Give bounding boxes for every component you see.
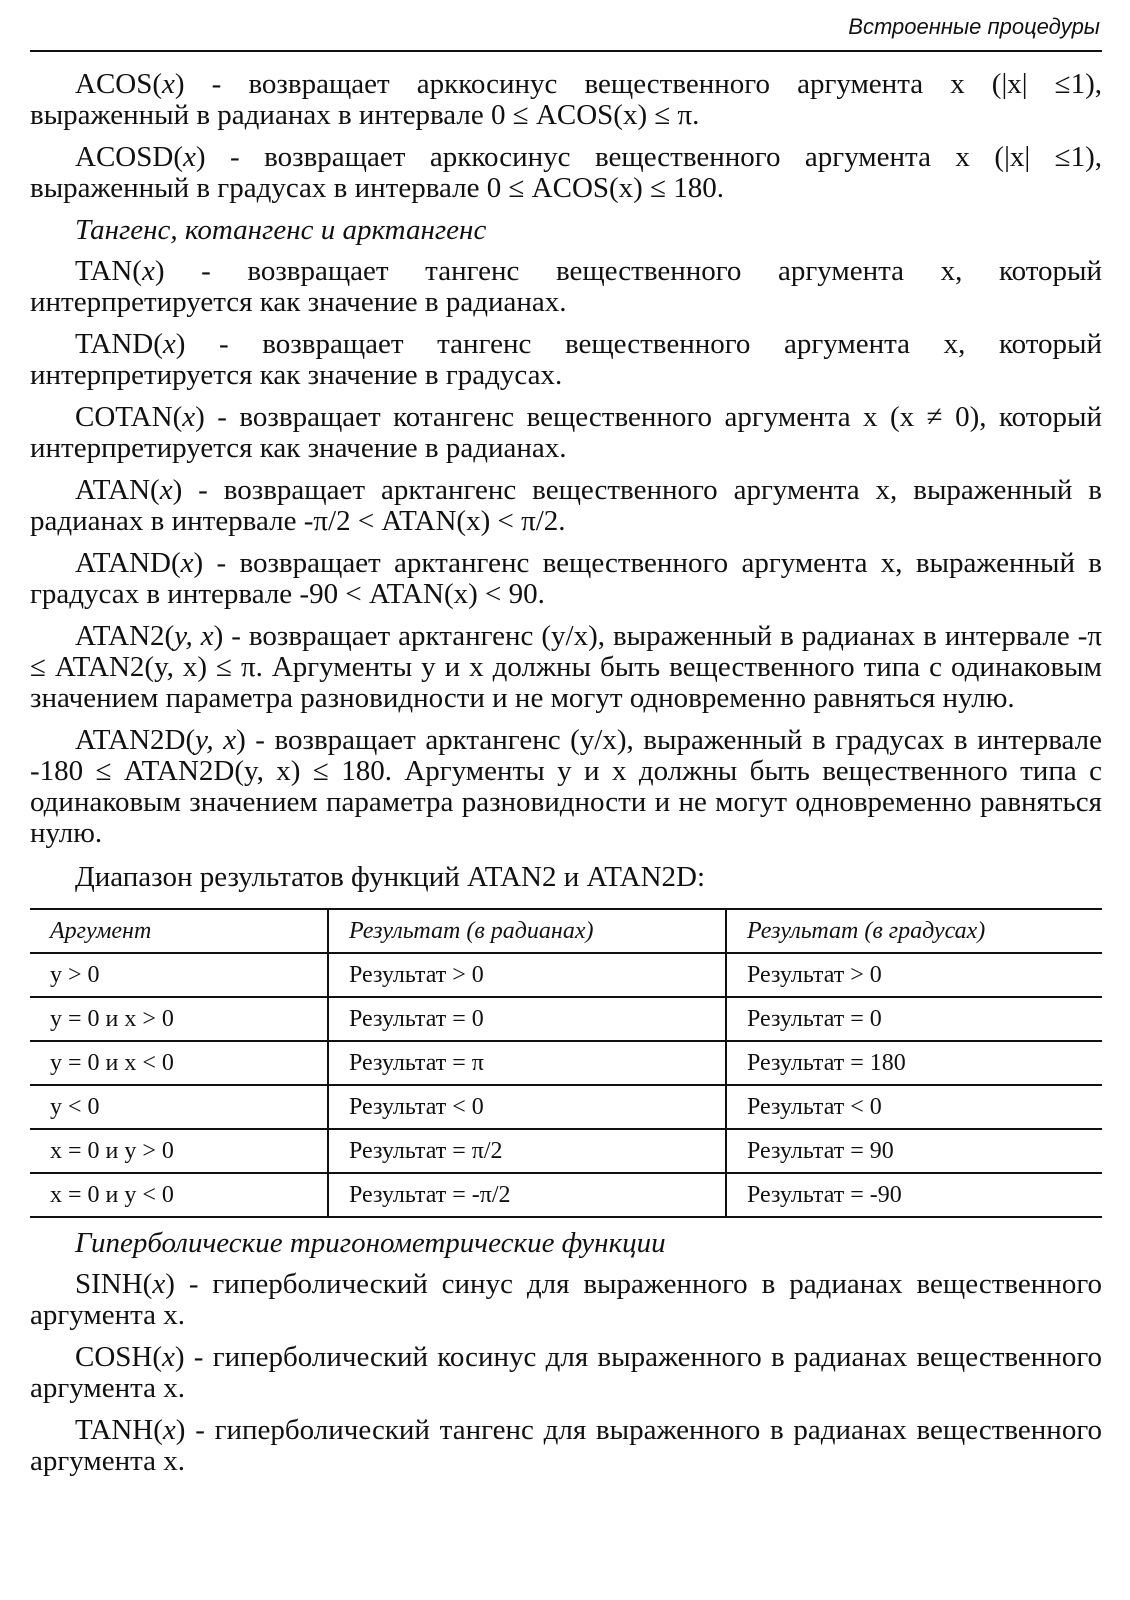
function-args: x bbox=[152, 1268, 166, 1300]
cell-argument: x = 0 и y < 0 bbox=[30, 1173, 328, 1217]
function-name: ATAN2D bbox=[75, 724, 186, 756]
function-description: - возвращает тангенс вещественного аргумента x, который интерпретируется как значение в градусах. bbox=[30, 328, 1102, 391]
function-args: x bbox=[162, 68, 175, 100]
cell-degrees: Результат > 0 bbox=[726, 953, 1102, 997]
tan-paragraph: TAN(x) - возвращает тангенс вещественного аргумента x, который интерпретируется как значение в радианах. bbox=[30, 255, 1102, 318]
function-description: - возвращает арккосинус вещественного аргумента x (|x| ≤1), выраженный в градусах в интервале 0 ≤ ACOS(x) ≤ 180. bbox=[30, 141, 1102, 204]
function-args: y, x bbox=[174, 620, 214, 652]
function-name: ATAN bbox=[75, 474, 151, 506]
function-description: - гиперболический синус для выраженного в радианах вещественного аргумента x. bbox=[30, 1268, 1102, 1331]
paragraphs-top bbox=[30, 69, 1102, 849]
function-name: COSH bbox=[75, 1341, 153, 1373]
table-body bbox=[30, 953, 1102, 1217]
cell-radians: Результат = -π/2 bbox=[328, 1173, 726, 1217]
cell-argument: y = 0 и x < 0 bbox=[30, 1041, 328, 1085]
function-args: x bbox=[159, 474, 173, 506]
acos-paragraph: ACOS(x) - возвращает арккосинус вещественного аргумента x (|x| ≤1), выраженный в радианах в интервале 0 ≤ ACOS(x) ≤ π. bbox=[30, 68, 1102, 131]
cell-degrees: Результат = -90 bbox=[726, 1173, 1102, 1217]
table-header-row bbox=[30, 909, 1102, 953]
cell-degrees: Результат < 0 bbox=[726, 1085, 1102, 1129]
atand-paragraph: ATAND(x) - возвращает арктангенс вещественного аргумента x, выраженный в градусах в интервале -90 < ATAN(x) < 90. bbox=[30, 547, 1102, 610]
function-name: TANH bbox=[75, 1414, 154, 1446]
acosd-paragraph: ACOSD(x) - возвращает арккосинус вещественного аргумента x (|x| ≤1), выраженный в градусах в интервале 0 ≤ ACOS(x) ≤ 180. bbox=[30, 141, 1102, 204]
cell-radians: Результат > 0 bbox=[328, 953, 726, 997]
body-text bbox=[30, 69, 1102, 1477]
function-args: x bbox=[182, 401, 196, 433]
table-row bbox=[30, 1041, 1102, 1085]
function-name: TAN bbox=[75, 255, 133, 287]
cell-radians: Результат = π/2 bbox=[328, 1129, 726, 1173]
function-description: - возвращает арктангенс (y/x), выраженный в радианах в интервале -π ≤ ATAN2(y, x) ≤ π. Аргументы y и x должны быть вещественного типа с одинаковым значением параметра разновидности и не могут одновременно равняться нулю. bbox=[30, 620, 1102, 714]
function-name: ACOSD bbox=[75, 141, 174, 173]
sinh-paragraph: SINH(x) - гиперболический синус для выраженного в радианах вещественного аргумента x. bbox=[30, 1268, 1102, 1331]
table-row bbox=[30, 1173, 1102, 1217]
function-name: ACOS bbox=[75, 68, 153, 100]
function-args: x bbox=[141, 255, 155, 287]
atan-paragraph: ATAN(x) - возвращает арктангенс вещественного аргумента x, выраженный в радианах в интервале -π/2 < ATAN(x) < π/2. bbox=[30, 474, 1102, 537]
function-name: TAND bbox=[75, 328, 154, 360]
function-description: - гиперболический тангенс для выраженного в радианах вещественного аргумента x. bbox=[30, 1414, 1102, 1477]
atan2-range-table bbox=[30, 908, 1102, 1218]
function-args: x bbox=[182, 141, 196, 173]
function-args: x bbox=[162, 1414, 176, 1446]
cell-argument: y < 0 bbox=[30, 1085, 328, 1129]
cell-argument: y > 0 bbox=[30, 953, 328, 997]
function-description: - возвращает котангенс вещественного аргумента x (x ≠ 0), который интерпретируется как значение в радианах. bbox=[30, 401, 1102, 464]
header-degrees: Результат (в градусах) bbox=[726, 909, 1102, 953]
header-argument: Аргумент bbox=[30, 909, 328, 953]
function-args: x bbox=[162, 328, 176, 360]
cell-radians: Результат = π bbox=[328, 1041, 726, 1085]
function-description: - возвращает арккосинус вещественного аргумента x (|x| ≤1), выраженный в радианах в интервале 0 ≤ ACOS(x) ≤ π. bbox=[30, 68, 1102, 131]
table-row bbox=[30, 1129, 1102, 1173]
cell-radians: Результат < 0 bbox=[328, 1085, 726, 1129]
cell-radians: Результат = 0 bbox=[328, 997, 726, 1041]
running-head-title: Встроенные процедуры bbox=[848, 14, 1100, 39]
table-row bbox=[30, 997, 1102, 1041]
document-page bbox=[30, 0, 1102, 1488]
function-description: - возвращает арктангенс вещественного аргумента x, выраженный в градусах в интервале -90 < ATAN(x) < 90. bbox=[30, 547, 1102, 610]
cotan-paragraph: COTAN(x) - возвращает котангенс вещественного аргумента x (x ≠ 0), который интерпретируется как значение в радианах. bbox=[30, 401, 1102, 464]
cosh-paragraph: COSH(x) - гиперболический косинус для выраженного в радианах вещественного аргумента x. bbox=[30, 1341, 1102, 1404]
function-name: COTAN bbox=[75, 401, 173, 433]
atan2d-paragraph: ATAN2D(y, x) - возвращает арктангенс (y/x), выраженный в градусах в интервале -180 ≤ ATAN2D(y, x) ≤ 180. Аргументы y и x должны быть вещественного типа с одинаковым значением параметра разновидности и не могут одновременно равняться нулю. bbox=[30, 724, 1102, 849]
function-description: - возвращает тангенс вещественного аргумента x, который интерпретируется как значение в радианах. bbox=[30, 255, 1102, 318]
function-args: y, x bbox=[195, 724, 237, 756]
cell-argument: x = 0 и y > 0 bbox=[30, 1129, 328, 1173]
function-description: - возвращает арктангенс вещественного аргумента x, выраженный в радианах в интервале -π/2 < ATAN(x) < π/2. bbox=[30, 474, 1102, 537]
table-caption: Диапазон результатов функций ATAN2 и ATAN2D: bbox=[75, 861, 706, 893]
cell-degrees: Результат = 0 bbox=[726, 997, 1102, 1041]
tanh-paragraph: TANH(x) - гиперболический тангенс для выраженного в радианах вещественного аргумента x. bbox=[30, 1414, 1102, 1477]
tand-paragraph: TAND(x) - возвращает тангенс вещественного аргумента x, который интерпретируется как значение в градусах. bbox=[30, 328, 1102, 391]
function-description: - гиперболический косинус для выраженного в радианах вещественного аргумента x. bbox=[30, 1341, 1102, 1404]
cell-degrees: Результат = 90 bbox=[726, 1129, 1102, 1173]
paragraphs-bottom bbox=[30, 1228, 1102, 1477]
tan-heading: Тангенс, котангенс и арктангенс bbox=[75, 214, 487, 246]
cell-degrees: Результат = 180 bbox=[726, 1041, 1102, 1085]
function-name: ATAND bbox=[75, 547, 171, 579]
header-radians: Результат (в радианах) bbox=[328, 909, 726, 953]
cell-argument: y = 0 и x > 0 bbox=[30, 997, 328, 1041]
atan2-paragraph: ATAN2(y, x) - возвращает арктангенс (y/x), выраженный в радианах в интервале -π ≤ ATAN2(y, x) ≤ π. Аргументы y и x должны быть вещественного типа с одинаковым значением параметра разновидности и не могут одновременно равняться нулю. bbox=[30, 620, 1102, 714]
hyperbolic-heading: Гиперболические тригонометрические функции bbox=[75, 1227, 666, 1259]
function-args: x bbox=[180, 547, 194, 579]
table-row bbox=[30, 1085, 1102, 1129]
function-args: x bbox=[162, 1341, 175, 1373]
function-description: - возвращает арктангенс (y/x), выраженный в градусах в интервале -180 ≤ ATAN2D(y, x) ≤ 180. Аргументы y и x должны быть вещественного типа с одинаковым значением параметра разновидности и не могут одновременно равняться нулю. bbox=[30, 724, 1102, 849]
table-row bbox=[30, 953, 1102, 997]
function-name: SINH bbox=[75, 1268, 143, 1300]
function-name: ATAN2 bbox=[75, 620, 165, 652]
running-head bbox=[30, 0, 1102, 52]
